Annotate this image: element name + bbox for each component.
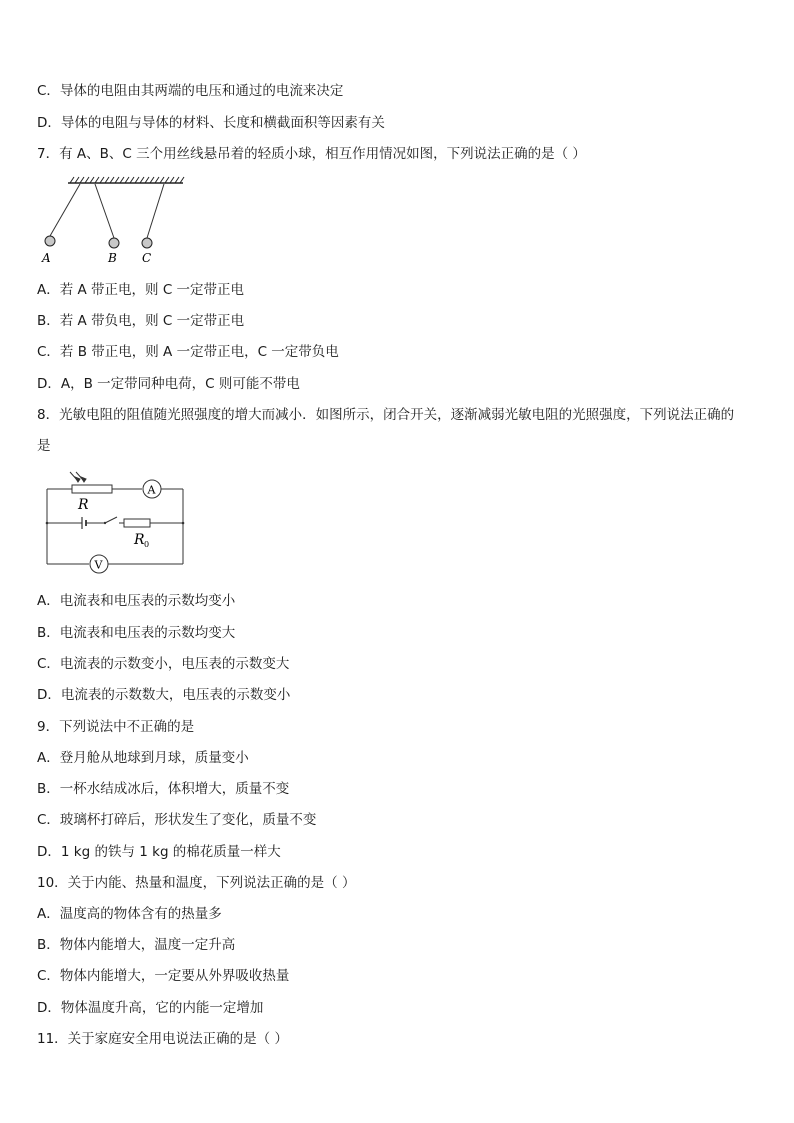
q8-option-d: D．电流表的示数数大，电压表的示数变小 — [37, 687, 291, 703]
q8-option-b: B．电流表和电压表的示数均变大 — [37, 625, 236, 641]
label-c: C — [142, 251, 152, 265]
label-b: B — [108, 251, 117, 265]
q6-option-d: D．导体的电阻与导体的材料、长度和横截面积等因素有关 — [37, 115, 385, 131]
thread-a — [50, 184, 80, 236]
ceiling-hatch — [70, 177, 184, 183]
q10-option-d: D．物体温度升高，它的内能一定增加 — [37, 1000, 264, 1016]
circuit-figure — [42, 466, 192, 584]
ball-a — [45, 236, 55, 246]
q8-option-c: C．电流表的示数变小，电压表的示数变大 — [37, 656, 290, 672]
q9-stem: 9．下列说法中不正确的是 — [37, 719, 195, 735]
label-a: A — [42, 251, 51, 265]
q11-stem: 11．关于家庭安全用电说法正确的是（ ） — [37, 1031, 288, 1047]
ball-b — [109, 238, 119, 248]
thread-b — [95, 184, 114, 238]
q8-stem-line2: 是 — [37, 438, 51, 454]
q10-option-a: A．温度高的物体含有的热量多 — [37, 906, 222, 922]
q10-option-b: B．物体内能增大，温度一定升高 — [37, 937, 236, 953]
q7-option-a: A．若 A 带正电，则 C 一定带正电 — [37, 282, 245, 298]
ammeter-label: A — [147, 483, 156, 497]
thread-c — [147, 184, 164, 238]
q9-option-d: D．1 kg 的铁与 1 kg 的棉花质量一样大 — [37, 844, 281, 860]
voltmeter-label: V — [94, 558, 103, 572]
q8-stem-line1: 8．光敏电阻的阻值随光照强度的增大而减小．如图所示，闭合开关，逐渐减弱光敏电阻的光照强度，下列说法正确的 — [37, 407, 735, 423]
label-r0-subscript: 0 — [144, 540, 150, 549]
label-r0: R — [134, 532, 145, 548]
light-arrows-icon — [70, 472, 86, 482]
q7-stem: 7．有 A、B、C 三个用丝线悬吊着的轻质小球，相互作用情况如图，下列说法正确的是（ ） — [37, 146, 586, 162]
resistor-r0 — [124, 519, 150, 527]
q10-stem: 10．关于内能、热量和温度，下列说法正确的是（ ） — [37, 875, 356, 891]
q9-option-c: C．玻璃杯打碎后，形状发生了变化，质量不变 — [37, 812, 317, 828]
photoresistor-r — [72, 485, 112, 493]
q7-option-c: C．若 B 带正电，则 A 一定带正电，C 一定带负电 — [37, 344, 339, 360]
q6-option-c: C．导体的电阻由其两端的电压和通过的电流来决定 — [37, 83, 344, 99]
ball-c — [142, 238, 152, 248]
q7-option-b: B．若 A 带负电，则 C 一定带正电 — [37, 313, 245, 329]
q7-option-d: D．A，B 一定带同种电荷，C 则可能不带电 — [37, 376, 300, 392]
q9-option-b: B．一杯水结成冰后，体积增大，质量不变 — [37, 781, 290, 797]
q9-option-a: A．登月舱从地球到月球，质量变小 — [37, 750, 249, 766]
label-r: R — [78, 497, 89, 513]
switch-icon — [105, 517, 117, 523]
q8-option-a: A．电流表和电压表的示数均变小 — [37, 593, 236, 609]
q10-option-c: C．物体内能增大，一定要从外界吸收热量 — [37, 968, 290, 984]
pendulum-figure — [38, 174, 188, 268]
